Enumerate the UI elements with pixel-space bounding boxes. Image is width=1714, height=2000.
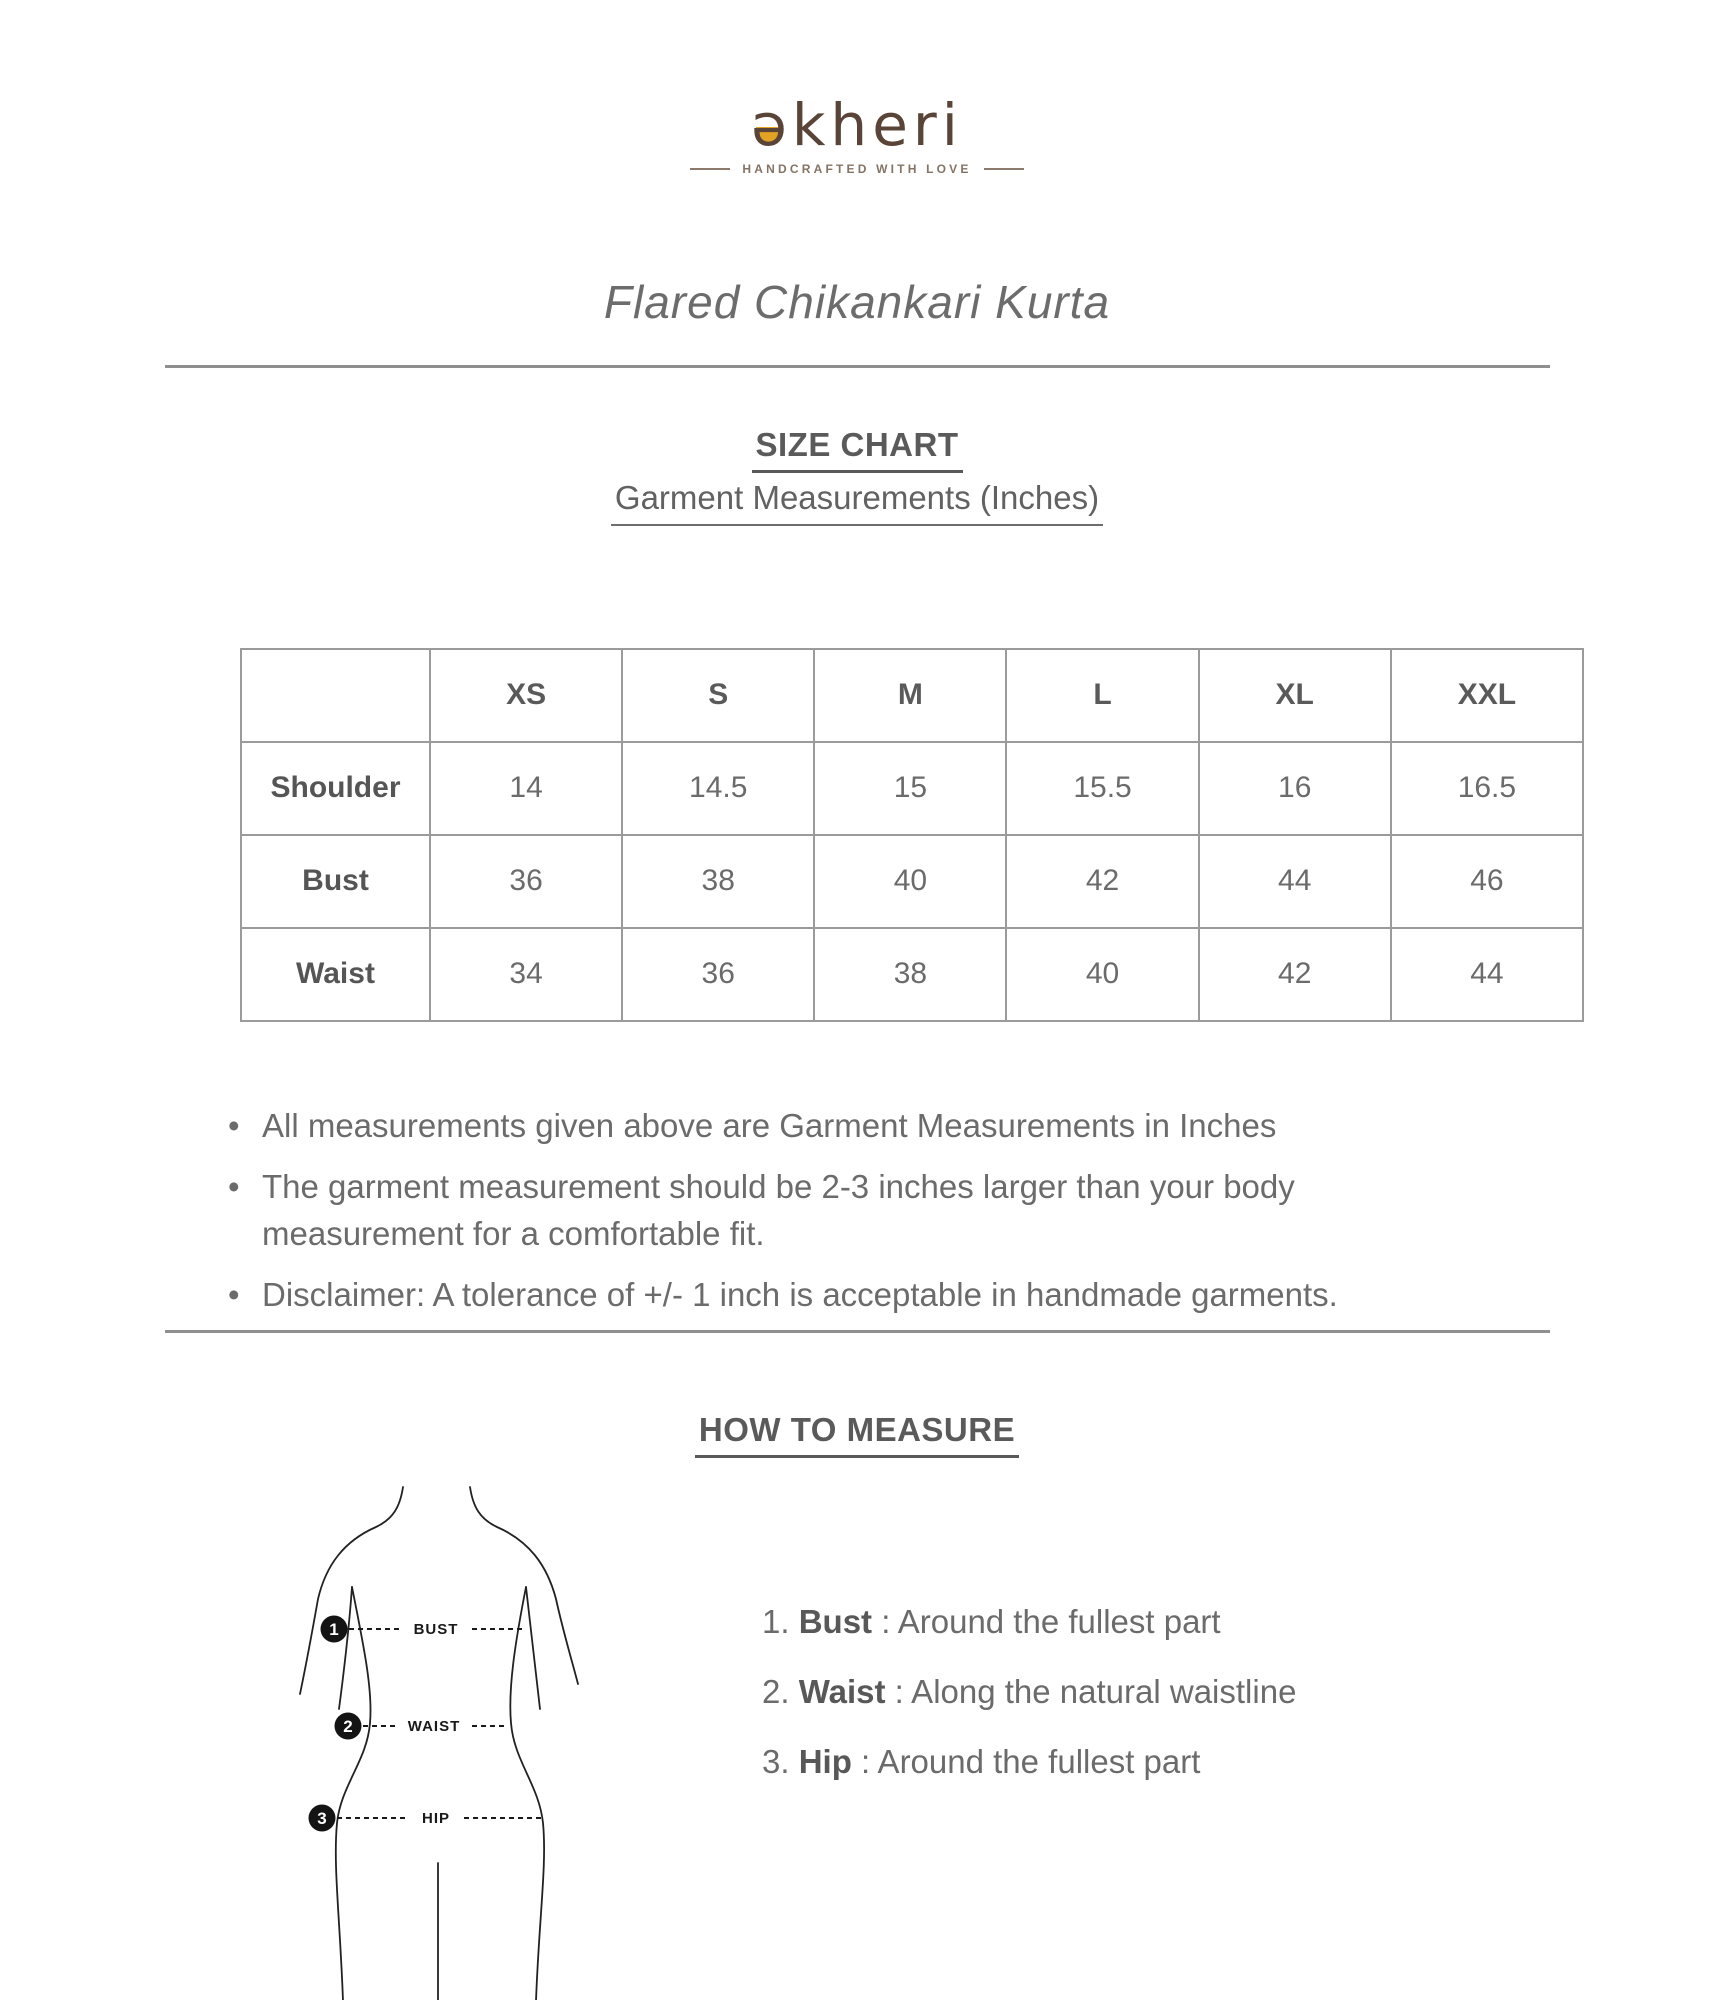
measurement-note: • Disclaimer: A tolerance of +/- 1 inch is acceptable in handmade garments.	[262, 1271, 1457, 1318]
bust-marker-number: 1	[329, 1619, 339, 1639]
size-chart-heading: SIZE CHART	[752, 426, 963, 473]
size-col-l: L	[1006, 649, 1198, 742]
step-description: : Around the fullest part	[872, 1602, 1221, 1640]
wordmark-first-letter: ə	[751, 91, 792, 159]
measurement-cell: 15.5	[1006, 742, 1198, 835]
measurement-cell: 42	[1006, 835, 1198, 928]
size-col-s: S	[622, 649, 814, 742]
how-to-measure-section-head	[0, 1411, 1714, 1458]
brand-wordmark	[751, 91, 963, 159]
brand-logo	[0, 91, 1714, 176]
divider-top	[165, 365, 1550, 368]
bust-measure-line	[321, 1615, 523, 1642]
size-col-xxl: XXL	[1391, 649, 1583, 742]
measurement-cell: 44	[1391, 928, 1583, 1021]
measurement-cell: 14	[430, 742, 622, 835]
measurement-cell: 42	[1199, 928, 1391, 1021]
step-number: 2.	[762, 1672, 799, 1710]
size-table-header-row	[241, 649, 1583, 742]
hip-diagram-label: HIP	[421, 1809, 451, 1827]
measurement-cell: 46	[1391, 835, 1583, 928]
measurement-cell: 14.5	[622, 742, 814, 835]
how-to-measure-content	[0, 1473, 1714, 2000]
table-row-waist	[241, 928, 1583, 1021]
measure-steps-list	[762, 1599, 1296, 1809]
step-term: Bust	[798, 1602, 873, 1640]
bust-diagram-label: BUST	[413, 1620, 459, 1638]
waist-measure-line	[335, 1712, 508, 1739]
size-col-xs: XS	[430, 649, 622, 742]
step-number: 3.	[762, 1742, 799, 1780]
measurement-cell: 40	[1006, 928, 1198, 1021]
measurement-note: • The garment measurement should be 2-3 inches larger than your body measurement for a comfortable fit.	[262, 1163, 1457, 1257]
step-term: Hip	[798, 1742, 852, 1780]
divider-bottom	[165, 1330, 1550, 1333]
size-col-corner	[241, 649, 430, 742]
body-silhouette	[300, 1487, 578, 2000]
brand-tagline	[0, 162, 1714, 176]
step-number: 1.	[762, 1602, 799, 1640]
measurement-cell: 36	[430, 835, 622, 928]
measurement-cell: 36	[622, 928, 814, 1021]
step-description: : Along the natural waistline	[885, 1672, 1297, 1710]
size-col-xl: XL	[1199, 649, 1391, 742]
row-label: Shoulder	[241, 742, 430, 835]
wordmark-rest: kheri	[791, 91, 963, 159]
tagline-dash-left	[690, 168, 730, 170]
product-title: Flared Chikankari Kurta	[603, 276, 1111, 328]
measure-step	[762, 1669, 1296, 1715]
measurement-cell: 16.5	[1391, 742, 1583, 835]
measurement-cell: 16	[1199, 742, 1391, 835]
row-label: Bust	[241, 835, 430, 928]
size-col-m: M	[814, 649, 1006, 742]
tagline-text: HANDCRAFTED WITH LOVE	[742, 162, 972, 176]
measure-step	[762, 1739, 1296, 1785]
measurement-cell: 44	[1199, 835, 1391, 928]
measurement-cell: 38	[814, 928, 1006, 1021]
size-chart-table	[240, 648, 1584, 1022]
table-row-bust	[241, 835, 1583, 928]
hip-marker-number: 3	[317, 1808, 327, 1828]
step-description: : Around the fullest part	[851, 1742, 1201, 1780]
measurement-cell: 38	[622, 835, 814, 928]
measurement-notes	[262, 1102, 1457, 1318]
measurement-note: • All measurements given above are Garment Measurements in Inches	[262, 1102, 1457, 1149]
hip-measure-line	[309, 1804, 543, 1831]
size-chart-subheading: Garment Measurements (Inches)	[611, 479, 1103, 526]
size-chart-subhead	[0, 479, 1714, 526]
step-term: Waist	[798, 1672, 886, 1710]
tagline-dash-right	[984, 168, 1024, 170]
row-label: Waist	[241, 928, 430, 1021]
size-chart-section-head	[0, 426, 1714, 473]
body-measurement-diagram	[230, 1473, 580, 2000]
waist-diagram-label: WAIST	[407, 1717, 461, 1735]
measurement-cell: 34	[430, 928, 622, 1021]
waist-marker-number: 2	[343, 1716, 353, 1736]
measurement-cell: 15	[814, 742, 1006, 835]
table-row-shoulder	[241, 742, 1583, 835]
measure-step	[762, 1599, 1296, 1645]
how-to-measure-heading: HOW TO MEASURE	[695, 1411, 1019, 1458]
measurement-cell: 40	[814, 835, 1006, 928]
